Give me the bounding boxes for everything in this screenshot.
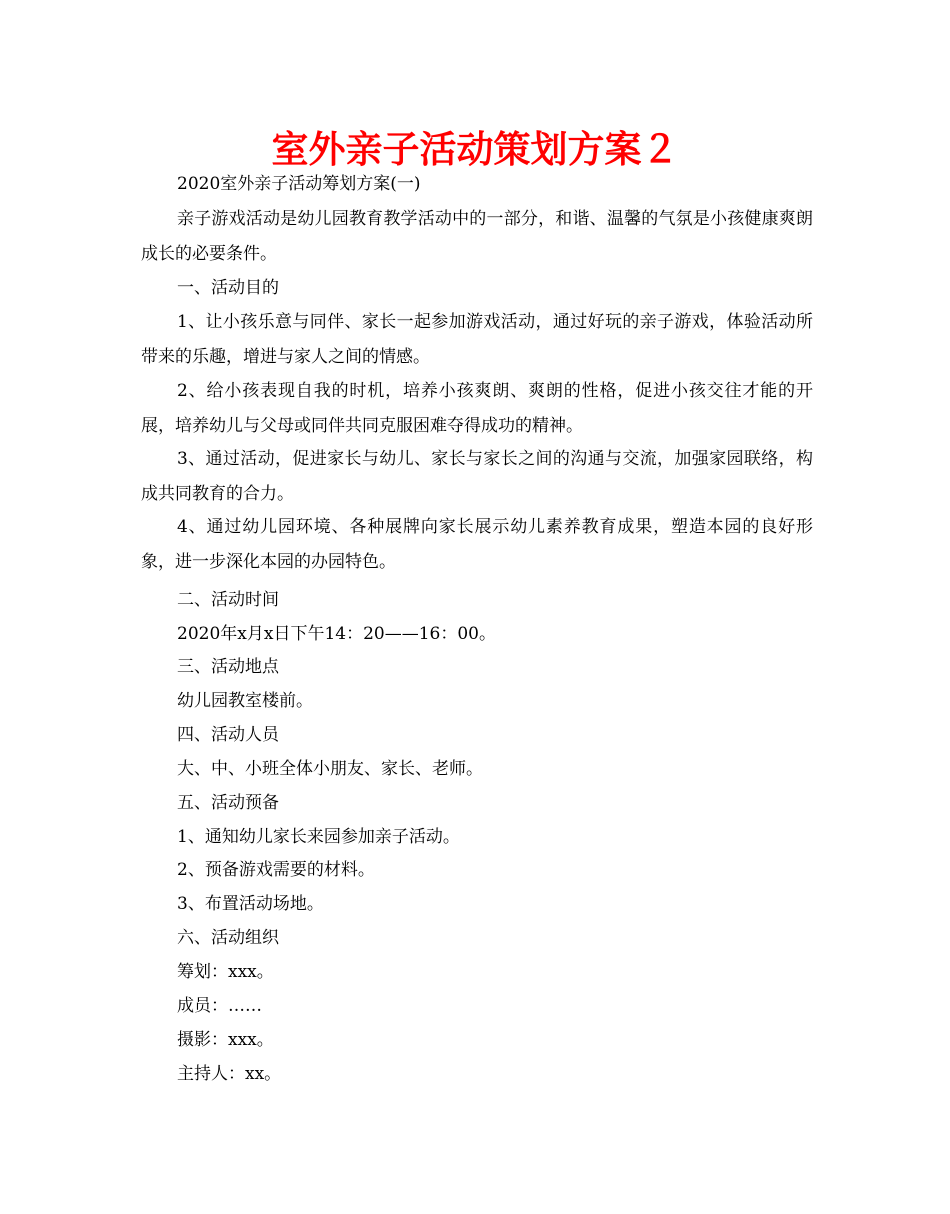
place-heading: 三、活动地点	[177, 657, 279, 677]
prep-item-2: 2、预备游戏需要的材料。	[177, 860, 375, 880]
goal-item-2: 2、给小孩表现自我的时机，培养小孩爽朗、爽朗的性格，促进小孩交往才能的开展，培养幼儿与父母或同伴共同克服困难夺得成功的精神。	[141, 381, 813, 436]
people-value: 大、中、小班全体小朋友、家长、老师。	[177, 759, 483, 779]
document-title: 室外亲子活动策划方案２	[271, 128, 679, 171]
prep-heading: 五、活动预备	[177, 793, 279, 813]
org-host: 主持人：xx。	[177, 1064, 282, 1084]
goal-heading: 一、活动目的	[177, 278, 279, 298]
org-photographer: 摄影：xxx。	[177, 1030, 274, 1050]
goal-item-1: 1、让小孩乐意与同伴、家长一起参加游戏活动，通过好玩的亲子游戏，体验活动所带来的乐趣，增进与家人之间的情感。	[141, 312, 813, 367]
goal-item-3: 3、通过活动，促进家长与幼儿、家长与家长之间的沟通与交流，加强家园联络，构成共同教育的合力。	[141, 449, 813, 504]
document-subtitle: 2020室外亲子活动筹划方案(一)	[177, 174, 421, 194]
org-members: 成员：……	[177, 996, 262, 1016]
prep-item-3: 3、布置活动场地。	[177, 894, 324, 914]
time-heading: 二、活动时间	[177, 590, 279, 610]
intro-paragraph: 亲子游戏活动是幼儿园教育教学活动中的一部分，和谐、温馨的气氛是小孩健康爽朗成长的必要条件。	[141, 209, 813, 264]
org-planner: 筹划：xxx。	[177, 962, 274, 982]
org-heading: 六、活动组织	[177, 928, 279, 948]
goal-item-4: 4、通过幼儿园环境、各种展牌向家长展示幼儿素养教育成果，塑造本园的良好形象，进一步深化本园的办园特色。	[141, 517, 813, 572]
time-value: 2020年x月x日下午14：20——16：00。	[177, 624, 496, 644]
place-value: 幼儿园教室楼前。	[177, 691, 313, 711]
people-heading: 四、活动人员	[177, 725, 279, 745]
prep-item-1: 1、通知幼儿家长来园参加亲子活动。	[177, 827, 460, 847]
